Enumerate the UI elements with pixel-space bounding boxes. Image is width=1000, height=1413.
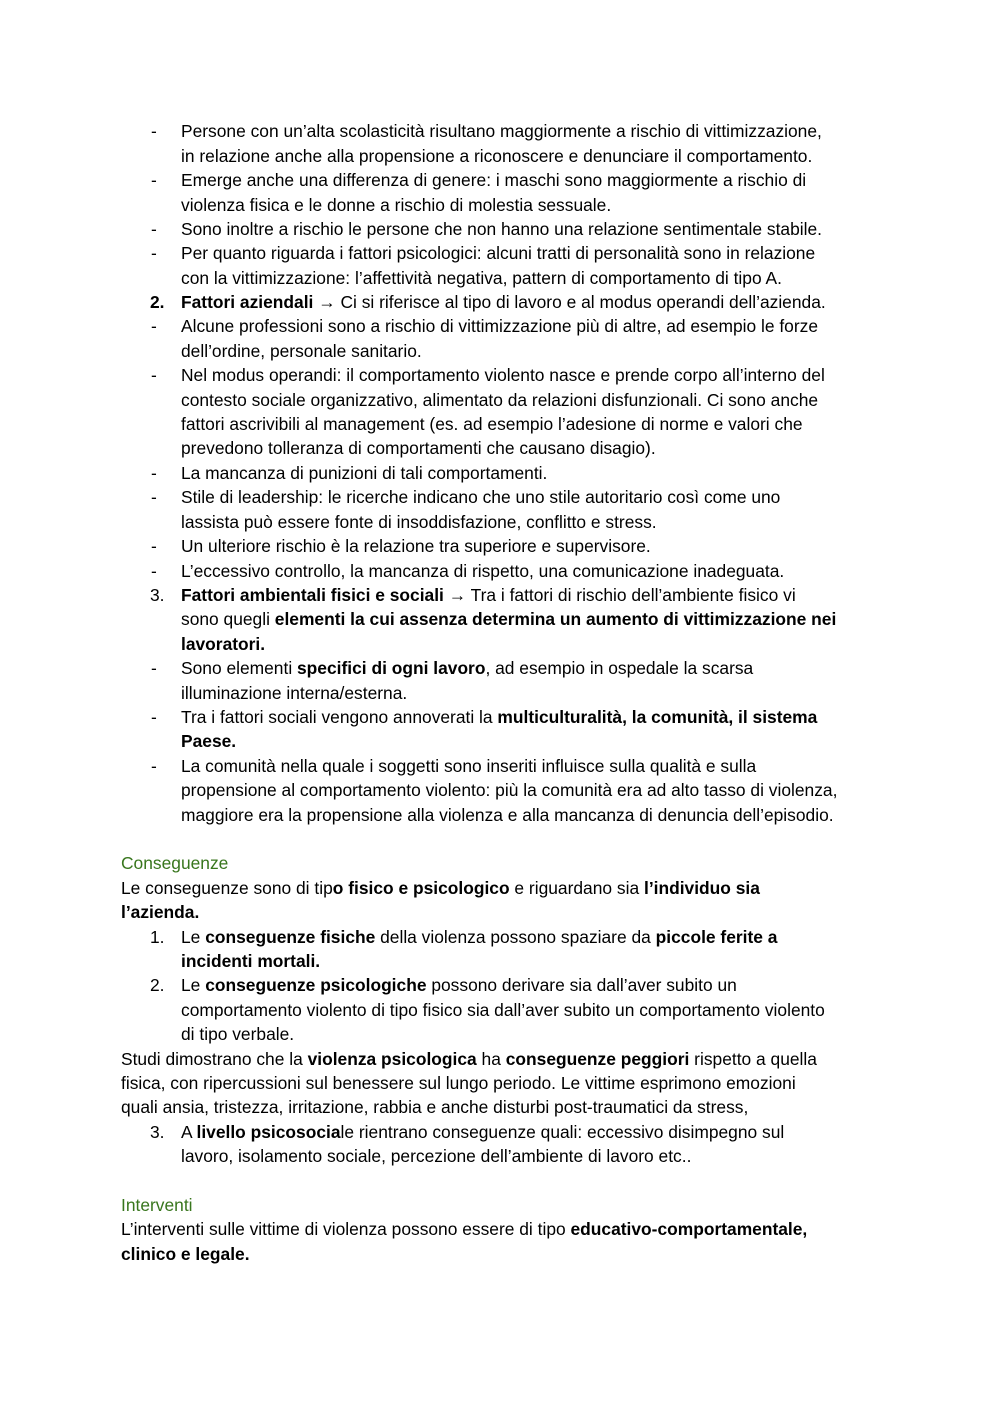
text-run: L’interventi sulle vittime di violenza possono essere di tipo	[121, 1219, 571, 1239]
text-run: sono quegli	[181, 609, 275, 629]
bold-text: violenza psicologica	[307, 1049, 477, 1069]
text-run: propensione al comportamento violento: più la comunità era ad alto tasso di violenza,	[181, 780, 838, 800]
text-line	[181, 607, 836, 632]
list-bullet: -	[151, 121, 157, 141]
text-line	[181, 949, 320, 974]
text-run: le rientrano conseguenze quali: eccessivo disimpegno sul	[340, 1122, 785, 1142]
text-run: possono derivare sia dall’aver subito un	[426, 975, 737, 995]
text-line	[121, 1095, 748, 1120]
text-line	[181, 925, 777, 950]
text-line	[181, 559, 784, 584]
bold-text: l’azienda.	[121, 902, 200, 922]
list-bullet: -	[151, 243, 157, 263]
bold-text: Fattori aziendali	[181, 292, 314, 312]
bold-text: l’individuo sia	[643, 878, 760, 898]
text-line	[121, 876, 760, 901]
text-run: → Tra i fattori di rischio dell’ambiente fisico vi	[443, 585, 796, 605]
text-line	[181, 1022, 294, 1047]
text-run: rispetto a quella	[689, 1049, 817, 1069]
text-run: contesto sociale organizzativo, alimentato da relazioni disfunzionali. Ci sono anche	[181, 390, 819, 410]
text-run: → Ci si riferisce al tipo di lavoro e al modus operandi dell’azienda.	[313, 292, 826, 312]
section-heading	[121, 851, 228, 876]
text-line	[181, 705, 817, 730]
text-run: Persone con un’alta scolasticità risultano maggiormente a rischio di vittimizzazione,	[181, 121, 822, 141]
text-run: maggiore era la propensione alla violenza e alla mancanza di denuncia dell’episodio.	[181, 805, 834, 825]
bold-text: specifici di ogni lavoro	[297, 658, 486, 678]
text-run: Sono inoltre a rischio le persone che non hanno una relazione sentimentale stabile.	[181, 219, 822, 239]
text-line	[181, 1144, 691, 1169]
section-heading	[121, 1193, 193, 1218]
text-run: illuminazione interna/esterna.	[181, 683, 408, 703]
text-run: della violenza possono spaziare da	[375, 927, 656, 947]
text-run: prevedono tolleranza di comportamenti che causano disagio).	[181, 438, 656, 458]
text-run: A	[181, 1122, 197, 1142]
text-line	[181, 656, 753, 681]
bold-text: elementi la cui assenza determina un aumento di vittimizzazione nei	[274, 609, 837, 629]
text-line	[181, 290, 826, 315]
bold-text: lavoratori.	[181, 634, 266, 654]
text-line	[181, 461, 547, 486]
text-line	[181, 681, 407, 706]
list-number: 3.	[150, 1122, 165, 1142]
text-line	[181, 144, 812, 169]
text-line	[121, 1242, 250, 1267]
text-line	[181, 388, 818, 413]
text-run: di tipo verbale.	[181, 1024, 295, 1044]
text-line	[181, 168, 806, 193]
text-run: Per quanto riguarda i fattori psicologici: alcuni tratti di personalità sono in relazione	[181, 243, 816, 263]
text-run: , ad esempio in ospedale la scarsa	[485, 658, 754, 678]
text-run: comportamento violento di tipo fisico sia dall’aver subito un comportamento violento	[181, 1000, 825, 1020]
list-bullet: -	[151, 170, 157, 190]
text-line	[181, 363, 825, 388]
text-line	[181, 339, 422, 364]
list-bullet: -	[151, 365, 157, 385]
text-run: dell’ordine, personale sanitario.	[181, 341, 422, 361]
text-line	[181, 632, 265, 657]
bold-text: clinico e legale.	[121, 1244, 250, 1264]
text-run: fattori ascrivibili al management (es. ad esempio l’adesione di norme e valori che	[181, 414, 803, 434]
bold-text: piccole ferite a	[655, 927, 778, 947]
text-line	[181, 803, 834, 828]
bold-text: conseguenze psicologiche	[205, 975, 427, 995]
text-line	[181, 778, 837, 803]
text-run: Alcune professioni sono a rischio di vittimizzazione più di altre, ad esempio le forze	[181, 316, 819, 336]
text-run: Stile di leadership: le ricerche indicano che uno stile autoritario così come uno	[181, 487, 781, 507]
text-line	[121, 1217, 807, 1242]
bold-text: incidenti mortali.	[181, 951, 321, 971]
text-run: ha	[476, 1049, 506, 1069]
text-line	[181, 314, 818, 339]
text-run: Interventi	[121, 1195, 193, 1215]
text-line	[181, 485, 780, 510]
text-run: La comunità nella quale i soggetti sono inseriti influisce sulla qualità e sulla	[181, 756, 757, 776]
bold-text: educativo-comportamentale,	[570, 1219, 808, 1239]
list-bullet: -	[151, 463, 157, 483]
text-line	[181, 754, 756, 779]
list-number: 2.	[150, 292, 165, 312]
list-number: 2.	[150, 975, 165, 995]
text-run: Nel modus operandi: il comportamento violento nasce e prende corpo all’interno del	[181, 365, 825, 385]
list-bullet: -	[151, 219, 157, 239]
text-run: Le conseguenze sono di tip	[121, 878, 333, 898]
list-bullet: -	[151, 536, 157, 556]
text-run: Le	[181, 927, 206, 947]
bold-text: o fisico e psicologico	[332, 878, 510, 898]
list-bullet: -	[151, 756, 157, 776]
text-line	[181, 119, 822, 144]
list-bullet: -	[151, 658, 157, 678]
text-line	[121, 1071, 796, 1096]
text-line	[181, 412, 803, 437]
bold-text: livello psicosocia	[196, 1122, 341, 1142]
list-bullet: -	[151, 487, 157, 507]
text-run: L’eccessivo controllo, la mancanza di rispetto, una comunicazione inadeguata.	[181, 561, 785, 581]
text-line	[181, 241, 815, 266]
list-bullet: -	[151, 707, 157, 727]
text-run: con la vittimizzazione: l’affettività negativa, pattern di comportamento di tipo A.	[181, 268, 782, 288]
text-line	[181, 510, 657, 535]
text-run: e riguardano sia	[509, 878, 644, 898]
text-run: Le	[181, 975, 206, 995]
text-line	[181, 534, 651, 559]
text-run: Sono elementi	[181, 658, 298, 678]
text-line	[181, 1120, 784, 1145]
list-number: 1.	[150, 927, 165, 947]
text-run: lavoro, isolamento sociale, percezione dell’ambiente di lavoro etc..	[181, 1146, 692, 1166]
text-line	[121, 900, 199, 925]
text-run: violenza fisica e le donne a rischio di molestia sessuale.	[181, 195, 612, 215]
text-line	[181, 266, 782, 291]
text-run: lassista può essere fonte di insoddisfazione, conflitto e stress.	[181, 512, 657, 532]
list-bullet: -	[151, 561, 157, 581]
list-bullet: -	[151, 316, 157, 336]
text-run: Conseguenze	[121, 853, 229, 873]
text-run: in relazione anche alla propensione a riconoscere e denunciare il comportamento.	[181, 146, 813, 166]
text-run: fisica, con ripercussioni sul benessere sul lungo periodo. Le vittime esprimono emozioni	[121, 1073, 796, 1093]
text-line	[181, 583, 796, 608]
text-line	[181, 973, 737, 998]
text-run: La mancanza di punizioni di tali comportamenti.	[181, 463, 548, 483]
bold-text: multiculturalità, la comunità, il sistema	[497, 707, 818, 727]
list-number: 3.	[150, 585, 165, 605]
text-run: Emerge anche una differenza di genere: i maschi sono maggiormente a rischio di	[181, 170, 807, 190]
text-line	[181, 998, 825, 1023]
bold-text: Paese.	[181, 731, 237, 751]
text-line	[121, 1047, 817, 1072]
text-run: quali ansia, tristezza, irritazione, rabbia e anche disturbi post-traumatici da stress,	[121, 1097, 749, 1117]
bold-text: conseguenze fisiche	[205, 927, 376, 947]
text-run: Un ulteriore rischio è la relazione tra superiore e supervisore.	[181, 536, 651, 556]
text-line	[181, 436, 656, 461]
text-line	[181, 193, 611, 218]
bold-text: conseguenze peggiori	[505, 1049, 690, 1069]
text-run: Studi dimostrano che la	[121, 1049, 308, 1069]
text-run: Tra i fattori sociali vengono annoverati la	[181, 707, 498, 727]
text-line	[181, 729, 236, 754]
bold-text: Fattori ambientali fisici e sociali	[181, 585, 444, 605]
text-line	[181, 217, 822, 242]
